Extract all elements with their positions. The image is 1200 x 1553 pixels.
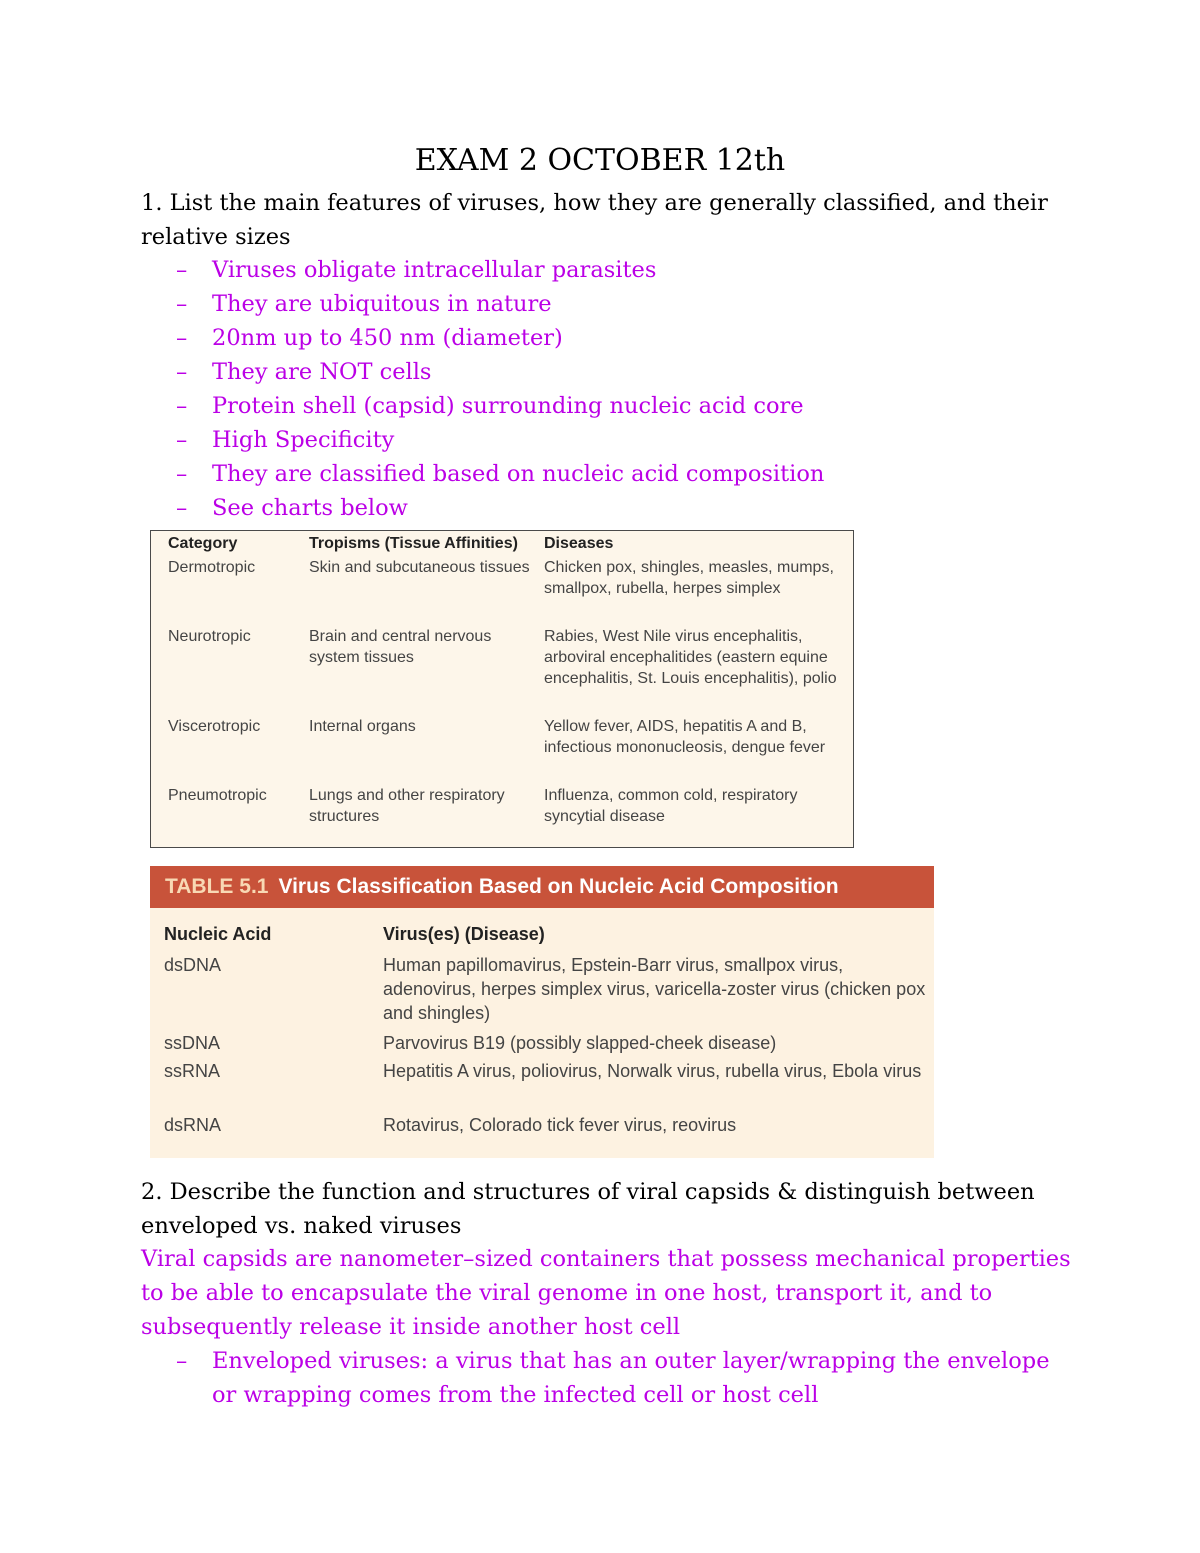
page-title: EXAM 2 OCTOBER 12th xyxy=(414,143,786,178)
table-header-viruses: Virus(es) (Disease) xyxy=(383,924,545,944)
dash-marker: – xyxy=(176,359,188,385)
table-cell: Skin and subcutaneous tissues xyxy=(309,559,530,576)
list-item xyxy=(176,389,824,423)
table-title xyxy=(165,875,839,899)
table-cell: Yellow fever, AIDS, hepatitis A and B, infectious mononucleosis, dengue fever xyxy=(544,718,826,756)
table-cell: dsRNA xyxy=(164,1115,222,1135)
table-cell: ssRNA xyxy=(164,1061,221,1081)
table-cell: Neurotropic xyxy=(168,628,251,645)
table-cell: dsDNA xyxy=(164,955,222,975)
table-cell: Brain and central nervous system tissues xyxy=(309,628,492,666)
list-item xyxy=(176,253,824,287)
list-item xyxy=(176,287,824,321)
table-cell: Internal organs xyxy=(309,718,416,735)
table-cell: Hepatitis A virus, poliovirus, Norwalk virus, rubella virus, Ebola virus xyxy=(383,1061,922,1081)
table-header-category: Category xyxy=(168,535,238,552)
table-cell: ssDNA xyxy=(164,1033,221,1053)
answer-text: See charts below xyxy=(212,495,408,521)
dash-marker: – xyxy=(176,325,188,351)
table-title-band xyxy=(150,866,934,908)
table-cell: Chicken pox, shingles, measles, mumps, smallpox, rubella, herpes simplex xyxy=(544,559,834,597)
dash-marker: – xyxy=(176,257,188,283)
answer-list-1 xyxy=(176,253,824,525)
table-title-text: Virus Classification Based on Nucleic Acid Composition xyxy=(278,875,839,898)
table-cell: Rotavirus, Colorado tick fever virus, reovirus xyxy=(383,1115,737,1135)
question-1: 1. List the main features of viruses, how they are generally classified, and their relative sizes xyxy=(141,190,1048,250)
answer-text: High Specificity xyxy=(212,427,395,453)
answer-list-2 xyxy=(176,1344,1076,1412)
list-item xyxy=(176,1344,1076,1412)
dash-marker: – xyxy=(176,1348,188,1374)
answer-text: Enveloped viruses: a virus that has an outer layer/wrapping the envelope or wrapping comes from the infected cell or host cell xyxy=(212,1348,1050,1408)
dash-marker: – xyxy=(176,461,188,487)
table-header-diseases: Diseases xyxy=(544,535,614,552)
table-cell: Lungs and other respiratory structures xyxy=(309,787,505,825)
list-item xyxy=(176,457,824,491)
table-cell: Pneumotropic xyxy=(168,787,267,804)
list-item xyxy=(176,355,824,389)
table-header-nucleic-acid: Nucleic Acid xyxy=(164,924,272,944)
answer-text: Viruses obligate intracellular parasites xyxy=(212,257,657,283)
answer-text: They are ubiquitous in nature xyxy=(212,291,552,317)
list-item xyxy=(176,423,824,457)
answer-text: Protein shell (capsid) surrounding nucleic acid core xyxy=(212,393,804,419)
table-cell: Viscerotropic xyxy=(168,718,261,735)
dash-marker: – xyxy=(176,291,188,317)
list-item xyxy=(176,491,824,525)
dash-marker: – xyxy=(176,427,188,453)
answer-text: They are NOT cells xyxy=(212,359,432,385)
dash-marker: – xyxy=(176,393,188,419)
answer-text: They are classified based on nucleic acid composition xyxy=(212,461,825,487)
list-item xyxy=(176,321,824,355)
table-cell: Dermotropic xyxy=(168,559,256,576)
table-header-tropisms: Tropisms (Tissue Affinities) xyxy=(309,535,518,552)
table-cell: Influenza, common cold, respiratory syncytial disease xyxy=(544,787,798,825)
table-cell: Parvovirus B19 (possibly slapped-cheek disease) xyxy=(383,1033,777,1053)
table-cell: Rabies, West Nile virus encephalitis, arboviral encephalitides (eastern equine encephalitis, St. Louis encephalitis), polio xyxy=(544,628,837,687)
table-cell: Human papillomavirus, Epstein-Barr virus, smallpox virus, adenovirus, herpes simplex virus, varicella-zoster virus (chicken pox and shingles) xyxy=(383,955,926,1023)
classification-table xyxy=(150,866,934,1158)
tropism-table xyxy=(150,530,854,848)
table-number: TABLE 5.1 xyxy=(165,875,269,898)
dash-marker: – xyxy=(176,495,188,521)
answer-2: Viral capsids are nanometer–sized containers that possess mechanical properties to be able to encapsulate the viral genome in one host, transport it, and to subsequently release it inside another host cell xyxy=(141,1246,1071,1340)
answer-text: 20nm up to 450 nm (diameter) xyxy=(212,325,563,351)
question-2: 2. Describe the function and structures of viral capsids & distinguish between enveloped vs. naked viruses xyxy=(141,1179,1035,1239)
